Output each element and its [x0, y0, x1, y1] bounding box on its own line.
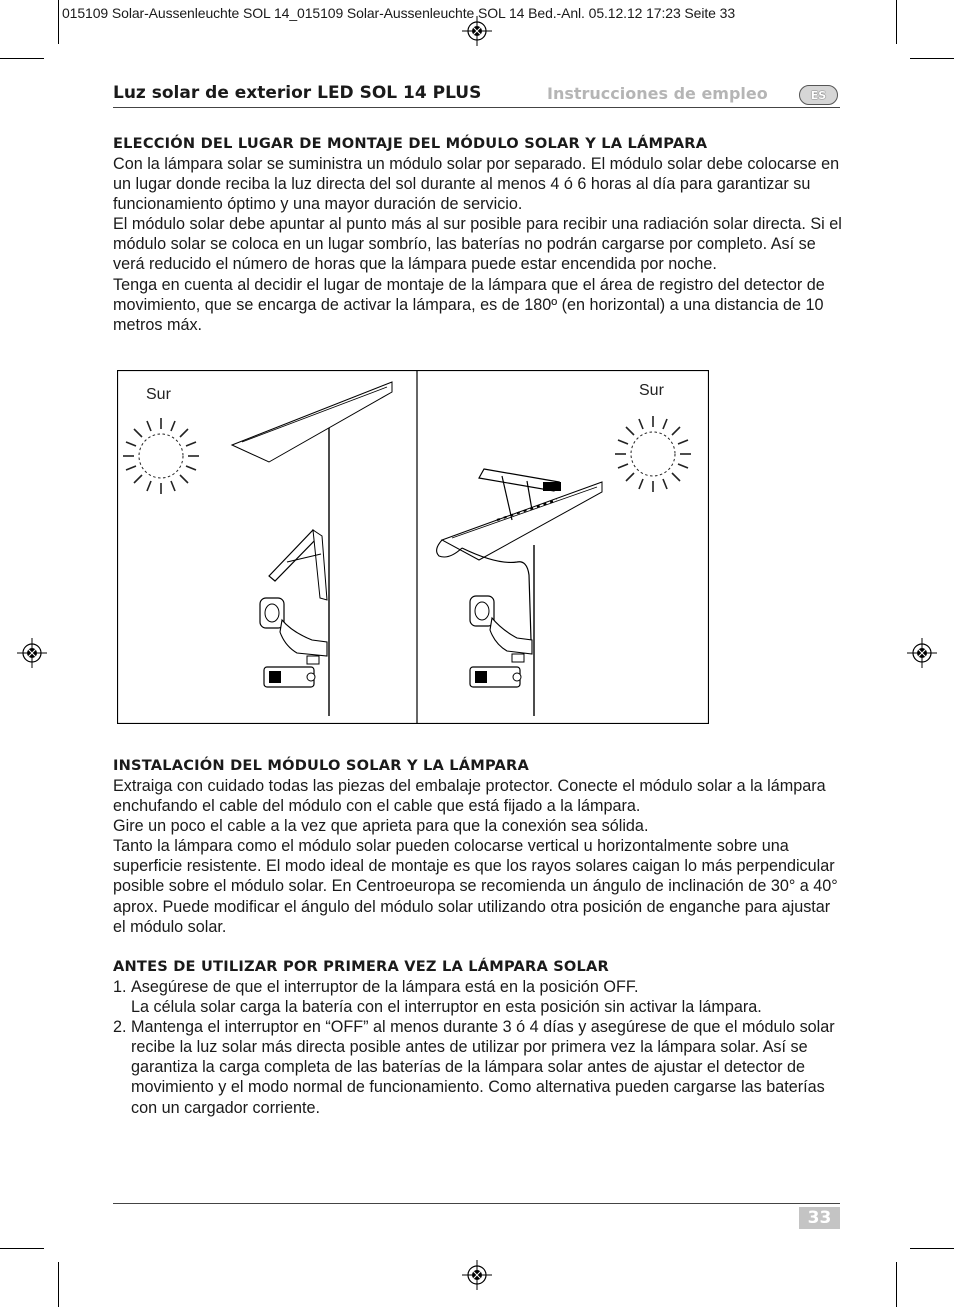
registration-mark-icon [907, 638, 937, 668]
language-badge: ES [799, 85, 838, 105]
crop-mark [910, 1248, 954, 1249]
crop-mark [910, 58, 954, 59]
crop-mark [58, 1262, 59, 1307]
paragraph: Gire un poco el cable a la vez que aprieta para que la conexión sea sólida. [113, 817, 649, 836]
section-installation [113, 756, 843, 937]
paragraph: Tanto la lámpara como el módulo solar pueden colocarse vertical u horizontalmente sobre una superficie resistente. El modo ideal de montaje es que los rayos solares caigan lo más perpendicular posible sobre el módulo solar. En Centroeuropa se recomienda un ángulo de inclinación de 30° a 40° aprox. Puede modificar el ángulo del módulo solar utilizando otra posición de enganche para ajustar el módulo solar. [113, 837, 838, 936]
paragraph: Extraiga con cuidado todas las piezas del embalaje protector. Conecte el módulo solar a la lámpara enchufando el cable del módulo con el cable que está fijado a la lámpara. [113, 777, 826, 816]
list-text: Asegúrese de que el interruptor de la lámpara está en la posición OFF. [131, 978, 639, 996]
list-number: 1. [113, 978, 127, 996]
print-header: 015109 Solar-Aussenleuchte SOL 14_015109 Solar-Aussenleuchte SOL 14 Bed.-Anl. 05.12.12 17:23 Seite 33 [62, 5, 736, 21]
list-item [113, 977, 843, 1017]
page-number: 33 [799, 1207, 840, 1229]
crop-mark [0, 58, 44, 59]
section-heading: ELECCIÓN DEL LUGAR DE MONTAJE DEL MÓDULO SOLAR Y LA LÁMPARA [113, 135, 708, 152]
page-title: Luz solar de exterior LED SOL 14 PLUS [113, 83, 482, 103]
crop-mark [896, 1262, 897, 1307]
section-before-first-use [113, 957, 843, 1118]
list-item [113, 1017, 843, 1117]
list-number: 2. [113, 1018, 127, 1037]
paragraph: El módulo solar debe apuntar al punto más al sur posible para recibir una radiación solar directa. Si el módulo solar se coloca en un lugar sombrío, las baterías no podrán cargarse por completo. Así se verá reducido el número de horas que la lámpara puede estar encendida por noche. [113, 215, 842, 274]
section-mounting-location [113, 134, 843, 335]
page-subtitle: Instrucciones de empleo [547, 84, 768, 103]
south-label-left: Sur [146, 386, 171, 403]
registration-mark-icon [462, 1260, 492, 1290]
crop-mark [58, 0, 59, 44]
crop-mark [896, 0, 897, 44]
section-heading: ANTES DE UTILIZAR POR PRIMERA VEZ LA LÁMPARA SOLAR [113, 958, 609, 975]
registration-mark-icon [17, 638, 47, 668]
section-heading: INSTALACIÓN DEL MÓDULO SOLAR Y LA LÁMPARA [113, 757, 529, 774]
south-label-right: Sur [639, 382, 664, 399]
paragraph: Tenga en cuenta al decidir el lugar de montaje de la lámpara que el área de registro del detector de movimiento, que se encarga de activar la lámpara, es de 180º (en horizontal) a una distancia de 10 metros máx. [113, 275, 825, 334]
mounting-illustration [117, 370, 709, 724]
crop-mark [0, 1248, 44, 1249]
footer-divider [113, 1203, 840, 1204]
paragraph: Con la lámpara solar se suministra un módulo solar por separado. El módulo solar debe colocarse en un lugar donde reciba la luz directa del sol durante al menos 4 ó 6 horas al día para garantizar su funcionamiento óptimo y una mayor duración de servicio. [113, 155, 840, 214]
list-note: La célula solar carga la batería con el interruptor en esta posición sin activar la lámpara. [131, 998, 762, 1017]
registration-mark-icon [462, 16, 492, 46]
header-divider [113, 107, 840, 108]
list-text: Mantenga el interruptor en “OFF” al menos durante 3 ó 4 días y asegúrese de que el módulo solar recibe la luz solar más directa posible antes de utilizar por primera vez la lámpara solar. Así se garantiza la carga completa de las baterías de la lámpara solar antes de ajustar el detector de movimiento y el modo normal de funcionamiento. Como alternativa pueden cargarse las baterías con un cargador corriente. [131, 1018, 835, 1117]
